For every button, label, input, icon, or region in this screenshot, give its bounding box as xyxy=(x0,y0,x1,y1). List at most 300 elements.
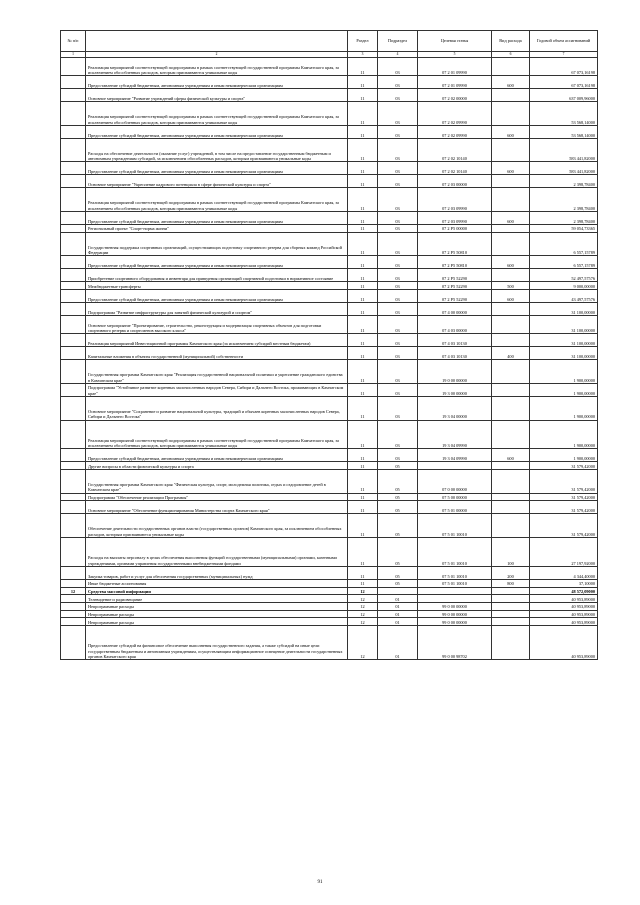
row-name: Региональный проект "Спорт-норма жизни" xyxy=(86,225,348,233)
row-target: 19 3 04 09990 xyxy=(418,420,492,449)
row-num xyxy=(61,579,86,587)
column-number: 3 xyxy=(348,52,378,58)
row-num xyxy=(61,618,86,626)
row-name: Расходы на обеспечение деятельности (оказание услуг) учреждений, в том числе на предоставление государственным бюджетным и автономным учреждениям субсидий, за исключением обособленных расходов, которым присваиваются уникальные коды xyxy=(86,138,348,162)
row-exptype xyxy=(492,514,530,538)
table-row xyxy=(61,125,598,138)
row-target: 07 4 03 10130 xyxy=(418,347,492,360)
row-subsection: 03 xyxy=(378,290,418,303)
row-name: Средства массовой информации xyxy=(86,587,348,595)
column-number: 5 xyxy=(418,52,492,58)
row-target: 07 2 03 09990 xyxy=(418,188,492,212)
row-exptype xyxy=(492,587,530,595)
row-target: 07 2 P5 50810 xyxy=(418,232,492,256)
table-row xyxy=(61,162,598,175)
row-exptype xyxy=(492,269,530,282)
row-amount: 1 900,00000 xyxy=(530,396,598,420)
header-name xyxy=(86,31,348,52)
row-amount: 40 953,89000 xyxy=(530,610,598,618)
row-num xyxy=(61,360,86,384)
table-row xyxy=(61,383,598,396)
row-subsection: 03 xyxy=(378,225,418,233)
row-num xyxy=(61,514,86,538)
row-exptype: 600 xyxy=(492,76,530,89)
row-subsection: 03 xyxy=(378,175,418,188)
row-target xyxy=(418,587,492,595)
row-amount: 67 073,16198 xyxy=(530,58,598,76)
row-name: Реализация мероприятий соответствующей подпрограммы в рамках соответствующей государственной программы Камчатского края, за исключением обособленных расходов, которым присваиваются уникальные коды xyxy=(86,420,348,449)
row-num xyxy=(61,334,86,347)
row-num xyxy=(61,626,86,660)
row-subsection: 01 xyxy=(378,610,418,618)
row-subsection: 03 xyxy=(378,138,418,162)
row-amount: 31 579,42000 xyxy=(530,470,598,494)
row-num xyxy=(61,212,86,225)
row-subsection: 03 xyxy=(378,212,418,225)
row-num xyxy=(61,175,86,188)
row-name: Реализация мероприятий соответствующей подпрограммы в рамках соответствующей государственной программы Камчатского края, за исключением обособленных расходов, которым присваиваются уникальные коды xyxy=(86,188,348,212)
table-row xyxy=(61,334,598,347)
row-subsection: 03 xyxy=(378,383,418,396)
row-amount: 40 953,89000 xyxy=(530,626,598,660)
row-section: 12 xyxy=(348,587,378,595)
column-number: 6 xyxy=(492,52,530,58)
table-body xyxy=(61,58,598,660)
row-target: 99 0 00 00000 xyxy=(418,602,492,610)
row-target: 07 2 03 09990 xyxy=(418,212,492,225)
row-exptype xyxy=(492,420,530,449)
row-num xyxy=(61,501,86,514)
row-name: Реализация мероприятий Инвестиционной программы Камчатского края (за исключением субсидий местным бюджетам) xyxy=(86,334,348,347)
row-name: Обеспечение деятельности государственных органов власти (государственных органов) Камчатского края, за исключением обособленных расходов, которым присваиваются уникальные коды xyxy=(86,514,348,538)
row-subsection: 03 xyxy=(378,102,418,126)
row-target: 99 0 00 98702 xyxy=(418,626,492,660)
row-section: 11 xyxy=(348,449,378,462)
row-section: 11 xyxy=(348,501,378,514)
row-exptype: 100 xyxy=(492,537,530,566)
row-exptype xyxy=(492,232,530,256)
row-subsection: 03 xyxy=(378,269,418,282)
row-num xyxy=(61,470,86,494)
table-row xyxy=(61,347,598,360)
row-num xyxy=(61,493,86,501)
row-target: 07 2 02 09990 xyxy=(418,102,492,126)
row-section: 11 xyxy=(348,420,378,449)
table-row xyxy=(61,138,598,162)
row-name: Предоставление субсидий бюджетным, автономным учреждениям и иным некоммерческим организациям xyxy=(86,76,348,89)
row-target xyxy=(418,595,492,603)
row-section: 11 xyxy=(348,347,378,360)
table-row xyxy=(61,566,598,579)
row-amount: 43 497,57576 xyxy=(530,290,598,303)
row-exptype: 600 xyxy=(492,212,530,225)
row-subsection: 03 xyxy=(378,282,418,290)
row-name: Капитальные вложения в объекты государственной (муниципальной) собственности xyxy=(86,347,348,360)
row-name: Предоставление субсидий бюджетным, автономным учреждениям и иным некоммерческим организациям xyxy=(86,449,348,462)
row-target: 07 2 P5 50810 xyxy=(418,256,492,269)
row-amount: 40 953,89000 xyxy=(530,618,598,626)
row-amount: 31 579,42000 xyxy=(530,493,598,501)
row-target: 07 4 03 10130 xyxy=(418,334,492,347)
row-subsection: 05 xyxy=(378,514,418,538)
header-exptype: Вид расхода xyxy=(492,31,530,52)
row-num xyxy=(61,89,86,102)
row-target: 07 2 P5 00000 xyxy=(418,225,492,233)
row-num xyxy=(61,76,86,89)
table-row xyxy=(61,470,598,494)
row-amount: 37,10000 xyxy=(530,579,598,587)
table-row xyxy=(61,188,598,212)
row-section: 11 xyxy=(348,212,378,225)
table-row xyxy=(61,587,598,595)
row-num xyxy=(61,602,86,610)
table-row xyxy=(61,360,598,384)
row-amount: 637 009,96000 xyxy=(530,89,598,102)
row-amount: 2 398,78400 xyxy=(530,175,598,188)
table-row xyxy=(61,537,598,566)
row-target: 07 5 01 10010 xyxy=(418,537,492,566)
table-row xyxy=(61,396,598,420)
row-section: 11 xyxy=(348,493,378,501)
table-row xyxy=(61,316,598,334)
table-row xyxy=(61,175,598,188)
table-row xyxy=(61,256,598,269)
row-section: 11 xyxy=(348,102,378,126)
table-row xyxy=(61,76,598,89)
row-exptype xyxy=(492,493,530,501)
row-name: Подпрограмма "Развитие инфраструктуры для занятий физической культурой и спортом" xyxy=(86,303,348,316)
row-target: 07 2 02 00000 xyxy=(418,89,492,102)
row-exptype xyxy=(492,188,530,212)
row-num xyxy=(61,347,86,360)
row-target: 07 2 02 10140 xyxy=(418,162,492,175)
row-subsection: 03 xyxy=(378,396,418,420)
row-exptype xyxy=(492,360,530,384)
row-name: Подпрограмма "Устойчивое развитие коренных малочисленных народов Севера, Сибири и Дальнего Востока, проживающих в Камчатском крае" xyxy=(86,383,348,396)
header-num: № п/п xyxy=(61,31,86,52)
row-section: 12 xyxy=(348,610,378,618)
row-section: 11 xyxy=(348,383,378,396)
row-name: Расходы на выплаты персоналу в целях обеспечения выполнения функций государственными (муниципальными) органами, казенными учреждениями, органами управления государственными внебюджетными фондами xyxy=(86,537,348,566)
row-subsection: 05 xyxy=(378,579,418,587)
row-exptype xyxy=(492,470,530,494)
row-section: 11 xyxy=(348,89,378,102)
row-name: Предоставление субсидий на финансовое обеспечение выполнения государственного задания, а также субсидий на иные цели государственным бюджетным и автономным учреждениям, осуществляющим информационное освещение деятельности государственных органов Камчатского края xyxy=(86,626,348,660)
header-subsection: Подраздел xyxy=(378,31,418,52)
row-section: 11 xyxy=(348,537,378,566)
row-section: 11 xyxy=(348,269,378,282)
row-exptype xyxy=(492,602,530,610)
row-exptype xyxy=(492,89,530,102)
table-row xyxy=(61,303,598,316)
row-amount: 31 100,00000 xyxy=(530,316,598,334)
row-section: 11 xyxy=(348,125,378,138)
row-name: Государственная программа Камчатского края "Физическая культура, спорт, молодежная политика, отдых и оздоровление детей в Камчатском крае" xyxy=(86,470,348,494)
row-exptype xyxy=(492,626,530,660)
row-section: 11 xyxy=(348,566,378,579)
row-amount: 9 000,00000 xyxy=(530,282,598,290)
row-name: Закупка товаров, работ и услуг для обеспечения государственных (муниципальных) нужд xyxy=(86,566,348,579)
table-row xyxy=(61,102,598,126)
row-name: Предоставление субсидий бюджетным, автономным учреждениям и иным некоммерческим организациям xyxy=(86,290,348,303)
row-name: Телевидение и радиовещание xyxy=(86,595,348,603)
row-section: 11 xyxy=(348,316,378,334)
row-subsection: 03 xyxy=(378,232,418,256)
row-num xyxy=(61,537,86,566)
row-target: 07 2 P5 52290 xyxy=(418,282,492,290)
row-name: Основное мероприятие "Обеспечение функционирования Министерства спорта Камчатского края" xyxy=(86,501,348,514)
row-name: Основное мероприятие "Развитие учреждений сферы физической культуры и спорта" xyxy=(86,89,348,102)
table-row xyxy=(61,618,598,626)
row-name: Предоставление субсидий бюджетным, автономным учреждениям и иным некоммерческим организациям xyxy=(86,256,348,269)
row-name: Межбюджетные трансферты xyxy=(86,282,348,290)
row-amount: 1 900,00000 xyxy=(530,383,598,396)
row-num xyxy=(61,420,86,449)
row-amount: 48 572,09000 xyxy=(530,587,598,595)
row-section: 11 xyxy=(348,175,378,188)
row-subsection: 03 xyxy=(378,89,418,102)
table-row xyxy=(61,493,598,501)
row-subsection: 01 xyxy=(378,626,418,660)
row-subsection: 03 xyxy=(378,256,418,269)
table-row xyxy=(61,420,598,449)
row-section: 11 xyxy=(348,360,378,384)
row-target: 07 2 02 10140 xyxy=(418,138,492,162)
row-section: 11 xyxy=(348,396,378,420)
row-exptype xyxy=(492,618,530,626)
table-row xyxy=(61,282,598,290)
row-num xyxy=(61,225,86,233)
row-exptype: 800 xyxy=(492,579,530,587)
row-amount: 59 054,73365 xyxy=(530,225,598,233)
row-section: 12 xyxy=(348,595,378,603)
row-amount: 53 568,14000 xyxy=(530,125,598,138)
row-name: Предоставление субсидий бюджетным, автономным учреждениям и иным некоммерческим организациям xyxy=(86,212,348,225)
row-section: 11 xyxy=(348,282,378,290)
row-subsection: 03 xyxy=(378,76,418,89)
row-target: 07 2 03 00000 xyxy=(418,175,492,188)
row-exptype xyxy=(492,102,530,126)
row-section: 11 xyxy=(348,138,378,162)
row-subsection: 03 xyxy=(378,188,418,212)
row-num xyxy=(61,58,86,76)
row-section: 12 xyxy=(348,602,378,610)
row-exptype xyxy=(492,175,530,188)
row-section: 12 xyxy=(348,626,378,660)
row-amount: 6 557,15789 xyxy=(530,232,598,256)
row-exptype xyxy=(492,334,530,347)
row-target xyxy=(418,462,492,470)
row-name: Основное мероприятие "Проектирование, строительство, реконструкция и модернизация спортивных объектов для подготовки спортивного резерва и спортсменов высокого класса" xyxy=(86,316,348,334)
row-target: 07 0 00 00000 xyxy=(418,470,492,494)
row-amount: 31 100,00000 xyxy=(530,334,598,347)
row-target: 07 5 01 00000 xyxy=(418,501,492,514)
row-num xyxy=(61,566,86,579)
row-section: 11 xyxy=(348,303,378,316)
table-row xyxy=(61,232,598,256)
column-number: 1 xyxy=(61,52,86,58)
header-amount: Годовой объем ассигнований xyxy=(530,31,598,52)
row-exptype xyxy=(492,595,530,603)
table-row xyxy=(61,610,598,618)
row-target: 07 4 00 00000 xyxy=(418,303,492,316)
row-section: 12 xyxy=(348,618,378,626)
row-subsection: 01 xyxy=(378,602,418,610)
row-target: 19 3 04 09990 xyxy=(418,449,492,462)
row-amount: 31 100,00000 xyxy=(530,347,598,360)
row-name: Приобретение спортивного оборудования и инвентаря для приведения организаций спортивной подготовки в нормативное состояние xyxy=(86,269,348,282)
row-target: 07 4 03 00000 xyxy=(418,316,492,334)
table-row xyxy=(61,449,598,462)
row-section: 11 xyxy=(348,58,378,76)
row-exptype xyxy=(492,225,530,233)
row-section: 11 xyxy=(348,76,378,89)
table-row xyxy=(61,269,598,282)
row-target: 07 2 P5 52290 xyxy=(418,269,492,282)
table-row xyxy=(61,58,598,76)
row-subsection: 03 xyxy=(378,420,418,449)
row-name: Непрограммные расходы xyxy=(86,610,348,618)
row-exptype: 500 xyxy=(492,282,530,290)
column-number: 2 xyxy=(86,52,348,58)
table-row xyxy=(61,225,598,233)
row-target: 19 3 04 00000 xyxy=(418,396,492,420)
row-num xyxy=(61,256,86,269)
row-amount: 31 579,42000 xyxy=(530,501,598,514)
row-exptype xyxy=(492,383,530,396)
row-num xyxy=(61,610,86,618)
header-target: Целевая статья xyxy=(418,31,492,52)
row-target: 07 5 01 10010 xyxy=(418,514,492,538)
row-exptype xyxy=(492,58,530,76)
table-row xyxy=(61,290,598,303)
page-number: 91 xyxy=(317,880,323,885)
row-name: Реализация мероприятий соответствующей подпрограммы в рамках соответствующей государственной программы Камчатского края, за исключением обособленных расходов, которым присваиваются уникальные коды xyxy=(86,102,348,126)
row-target: 07 2 01 09990 xyxy=(418,58,492,76)
row-num xyxy=(61,232,86,256)
row-name: Иные бюджетные ассигнования xyxy=(86,579,348,587)
row-subsection: 03 xyxy=(378,58,418,76)
row-exptype xyxy=(492,610,530,618)
row-target: 07 5 00 00000 xyxy=(418,493,492,501)
row-section: 11 xyxy=(348,188,378,212)
row-amount: 27 197,92000 xyxy=(530,537,598,566)
row-target: 07 2 01 09990 xyxy=(418,76,492,89)
row-num xyxy=(61,162,86,175)
row-exptype: 600 xyxy=(492,162,530,175)
table-row xyxy=(61,462,598,470)
row-subsection: 05 xyxy=(378,470,418,494)
row-num xyxy=(61,316,86,334)
row-amount: 1 900,00000 xyxy=(530,360,598,384)
row-section: 11 xyxy=(348,232,378,256)
row-num xyxy=(61,462,86,470)
row-subsection: 05 xyxy=(378,537,418,566)
row-num xyxy=(61,595,86,603)
row-name: Непрограммные расходы xyxy=(86,618,348,626)
row-subsection: 03 xyxy=(378,316,418,334)
row-num xyxy=(61,188,86,212)
row-subsection: 03 xyxy=(378,449,418,462)
table-row xyxy=(61,595,598,603)
row-exptype xyxy=(492,138,530,162)
row-name: Государственная поддержка спортивных организаций, осуществляющих подготовку спортивного резерва для сборных команд Российской Федерации xyxy=(86,232,348,256)
row-amount: 31 100,00000 xyxy=(530,303,598,316)
row-num xyxy=(61,290,86,303)
row-exptype: 600 xyxy=(492,290,530,303)
row-exptype: 600 xyxy=(492,449,530,462)
row-amount: 31 579,42000 xyxy=(530,514,598,538)
row-section: 11 xyxy=(348,462,378,470)
row-target: 99 0 00 00000 xyxy=(418,618,492,626)
row-num xyxy=(61,282,86,290)
row-name: Подпрограмма "Обеспечение реализации Программы" xyxy=(86,493,348,501)
row-section: 11 xyxy=(348,290,378,303)
row-amount: 2 398,78400 xyxy=(530,212,598,225)
row-amount: 583 441,82000 xyxy=(530,162,598,175)
row-subsection: 05 xyxy=(378,501,418,514)
row-num xyxy=(61,383,86,396)
row-num xyxy=(61,138,86,162)
row-exptype xyxy=(492,501,530,514)
row-amount: 2 398,78400 xyxy=(530,188,598,212)
row-name: Реализация мероприятий соответствующей подпрограммы в рамках соответствующей государственной программы Камчатского края, за исключением обособленных расходов, которым присваиваются уникальные коды xyxy=(86,58,348,76)
budget-table xyxy=(60,30,598,660)
table-row xyxy=(61,501,598,514)
row-num xyxy=(61,303,86,316)
row-exptype: 200 xyxy=(492,566,530,579)
row-subsection: 03 xyxy=(378,303,418,316)
row-subsection: 05 xyxy=(378,566,418,579)
row-exptype xyxy=(492,396,530,420)
row-exptype xyxy=(492,303,530,316)
row-exptype: 600 xyxy=(492,256,530,269)
row-amount: 1 900,00000 xyxy=(530,420,598,449)
table-row xyxy=(61,212,598,225)
row-subsection: 01 xyxy=(378,618,418,626)
row-amount: 31 579,42000 xyxy=(530,462,598,470)
row-section: 11 xyxy=(348,579,378,587)
row-subsection: 03 xyxy=(378,347,418,360)
row-amount: 4 344,40000 xyxy=(530,566,598,579)
header-row xyxy=(61,31,598,52)
row-subsection: 05 xyxy=(378,493,418,501)
row-subsection xyxy=(378,587,418,595)
row-name: Основное мероприятие "Укрепление кадрового потенциала в сфере физической культуры и спорта" xyxy=(86,175,348,188)
row-num: 12 xyxy=(61,587,86,595)
row-num xyxy=(61,449,86,462)
table-row xyxy=(61,626,598,660)
table-row xyxy=(61,602,598,610)
row-exptype xyxy=(492,316,530,334)
row-name: Другие вопросы в области физической культуры и спорта xyxy=(86,462,348,470)
row-target: 07 2 02 09990 xyxy=(418,125,492,138)
row-section: 11 xyxy=(348,334,378,347)
row-name: Основное мероприятие "Сохранение и развитие национальной культуры, традиций и обычаев коренных малочисленных народов Севера, Сибири и Дальнего Востока" xyxy=(86,396,348,420)
row-amount: 40 953,89000 xyxy=(530,602,598,610)
header-section: Раздел xyxy=(348,31,378,52)
row-exptype xyxy=(492,462,530,470)
row-num xyxy=(61,125,86,138)
row-target: 07 2 P5 52290 xyxy=(418,290,492,303)
row-subsection: 03 xyxy=(378,334,418,347)
row-target: 19 0 00 00000 xyxy=(418,360,492,384)
row-subsection: 01 xyxy=(378,595,418,603)
row-section: 11 xyxy=(348,225,378,233)
row-exptype: 400 xyxy=(492,347,530,360)
row-subsection: 05 xyxy=(378,462,418,470)
row-amount: 67 073,16198 xyxy=(530,76,598,89)
